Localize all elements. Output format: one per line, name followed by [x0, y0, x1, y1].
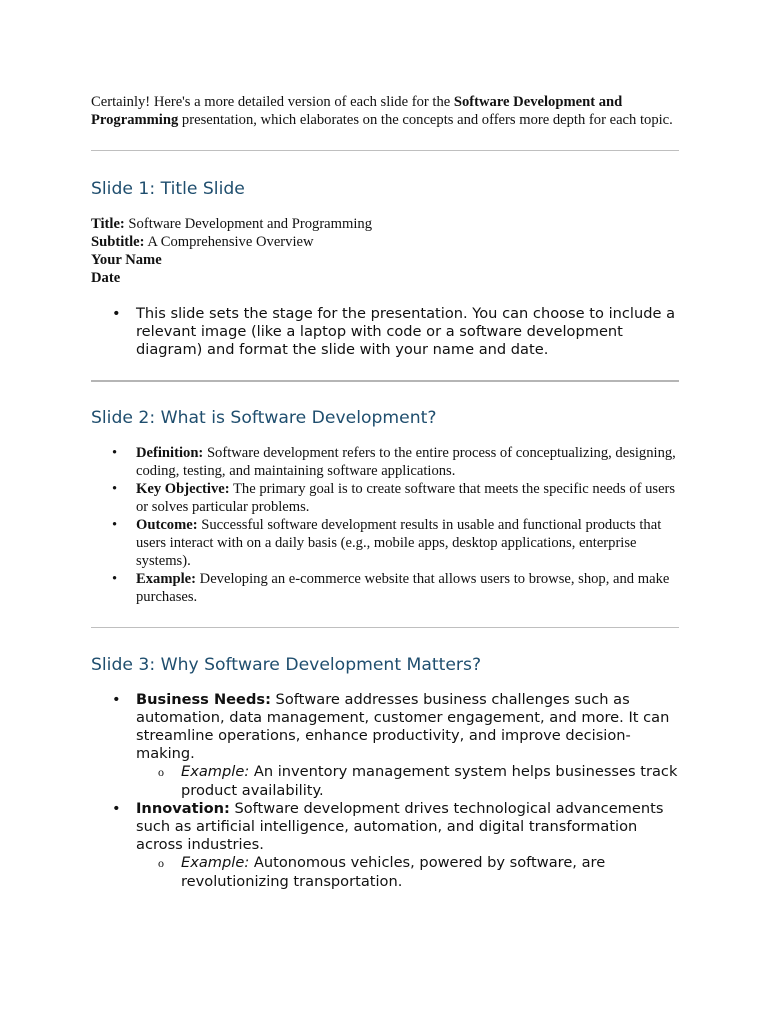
your-name-text: Your Name [91, 252, 162, 268]
slide2-heading: Slide 2: What is Software Development? [91, 407, 437, 428]
slide1-title-line [91, 215, 679, 233]
item-text: Successful software development results in usable and functional products that users interact with on a daily basis (e.g., mobile apps, desktop applications, enterprise systems). [136, 516, 662, 569]
slide1-bullets [91, 305, 679, 360]
list-item [91, 444, 679, 480]
list-item [91, 516, 679, 570]
divider [91, 627, 679, 628]
intro-paragraph [91, 93, 679, 129]
list-item [91, 570, 679, 606]
list-item: • This slide sets the stage for the presentation. You can choose to include a relevant image (like a laptop with code or a software development diagram) and format the slide with your name and date. [91, 305, 679, 360]
sub-item-label: Example: [181, 763, 250, 781]
slide3-heading: Slide 3: Why Software Development Matters? [91, 654, 482, 675]
slide3-bullets [91, 691, 679, 891]
subtitle-value: A Comprehensive Overview [144, 234, 314, 250]
item-text: Developing an e-commerce website that allows users to browse, shop, and make purchases. [136, 570, 670, 605]
divider [91, 150, 679, 151]
document-page [91, 93, 679, 891]
item-label: Outcome: [136, 516, 198, 533]
slide1-heading: Slide 1: Title Slide [91, 179, 245, 199]
item-label: Key Objective: [136, 480, 230, 497]
divider [91, 380, 679, 382]
slide1-details [91, 215, 679, 287]
intro-bold: Software Development and Programming [91, 94, 623, 128]
subtitle-label: Subtitle: [91, 234, 145, 250]
sub-list-item [91, 854, 679, 890]
intro-post: presentation, which elaborates on the concepts and offers more depth for each topic. [178, 112, 673, 128]
sub-item-text: An inventory management system helps businesses track product availability. [181, 763, 678, 799]
sub-list [91, 854, 679, 890]
slide1-your-name [91, 251, 679, 269]
slide2-bullets [91, 444, 679, 606]
item-text: Software development refers to the entire process of conceptualizing, designing, coding, testing, and maintaining software applications. [136, 444, 676, 479]
title-value: Software Development and Programming [124, 216, 373, 232]
item-text: The primary goal is to create software that meets the specific needs of users or solves particular problems. [136, 480, 676, 515]
list-item [91, 691, 679, 800]
item-label: Business Needs: [136, 690, 271, 708]
sub-list [91, 763, 679, 799]
sub-item-label: Example: [181, 854, 250, 872]
list-item [91, 800, 679, 891]
item-text: Software development drives technological advancements such as artificial intelligence, automation, and digital transformation across industries. [136, 799, 664, 854]
item-text: Software addresses business challenges such as automation, data management, customer engagement, and more. It can streamline operations, enhance productivity, and improve decision-making. [136, 690, 670, 763]
intro-pre: Certainly! Here's a more detailed version of each slide for the [91, 94, 454, 110]
list-item [91, 480, 679, 516]
item-label: Example: [136, 570, 196, 587]
slide1-date [91, 269, 679, 287]
item-label: Definition: [136, 444, 204, 461]
date-text: Date [91, 270, 121, 286]
sub-list-item [91, 763, 679, 799]
slide1-subtitle-line [91, 233, 679, 251]
sub-item-text: Autonomous vehicles, powered by software, are revolutionizing transportation. [181, 854, 606, 890]
title-label: Title: [91, 216, 125, 232]
item-label: Innovation: [136, 799, 230, 817]
